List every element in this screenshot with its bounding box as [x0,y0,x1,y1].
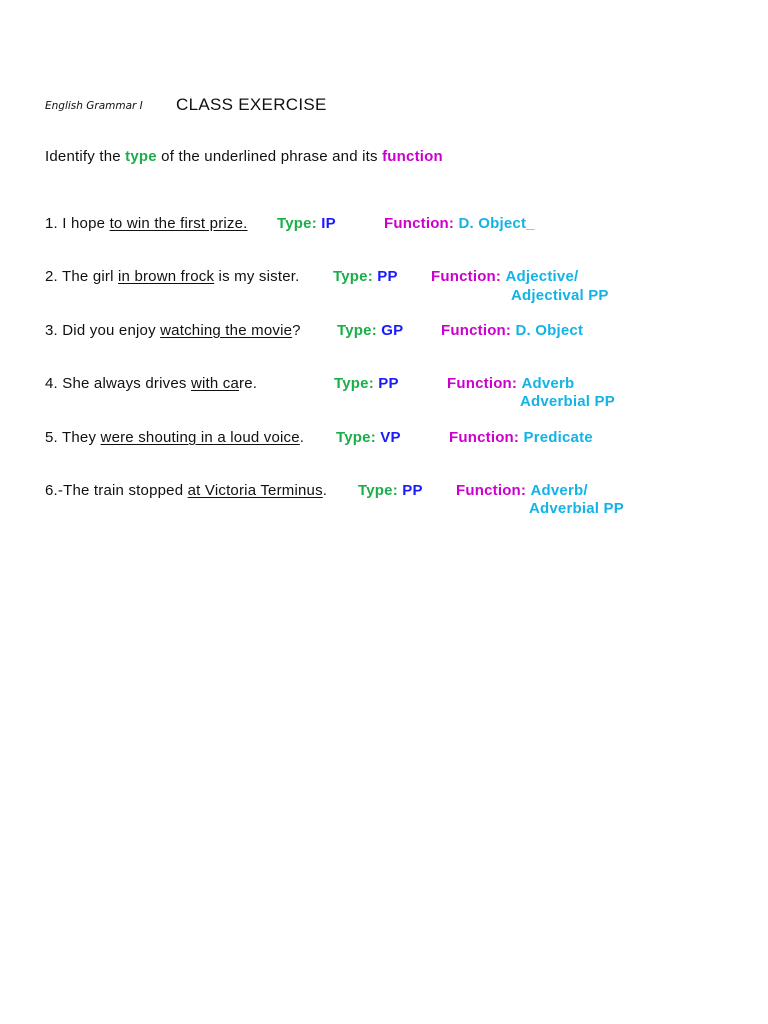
function-label: Function: [447,375,518,392]
question-text: 5. They [45,429,101,446]
question-1-sentence [45,215,248,232]
instruction-type-word: type [125,148,157,165]
function-label: Function: [441,322,512,339]
type-value: VP [380,429,401,446]
question-4-sentence [45,375,257,392]
function-value: D. Object_ [458,215,535,232]
underlined-phrase: with ca [190,375,240,392]
function-value: Predicate [523,429,593,446]
underlined-phrase: at Victoria Terminus [187,482,323,499]
function-label: Function: [456,482,527,499]
question-3-function [441,322,583,339]
instruction-function-word: function [382,148,443,165]
function-value: D. Object [515,322,584,339]
question-text: 1. I hope [45,215,110,232]
function-value: Adjective/ [505,268,579,285]
question-text-end: re. [239,375,258,392]
type-value: PP [402,482,423,499]
type-value: PP [377,268,398,285]
underlined-phrase: in brown frock [118,268,215,285]
question-4-type [334,375,399,392]
question-text-end: is my sister. [214,268,300,285]
type-label: Type: [336,429,376,446]
type-label: Type: [334,375,374,392]
underlined-phrase: were shouting in a loud voice [100,429,300,446]
function-label: Function: [449,429,520,446]
question-6-function-continued: Adverbial PP [529,500,624,517]
question-4-function-continued: Adverbial PP [520,393,615,410]
type-label: Type: [337,322,377,339]
type-label: Type: [277,215,317,232]
type-label: Type: [358,482,398,499]
question-text: 2. The girl [45,268,118,285]
question-6-function [456,482,588,499]
question-1-function [384,215,535,232]
instruction-prefix: Identify the [45,148,126,165]
instruction-middle: of the underlined phrase and its [156,148,383,165]
question-1-type [277,215,336,232]
type-value: IP [321,215,336,232]
question-3-type [337,322,403,339]
question-5-type [336,429,401,446]
question-text-end: ? [292,322,301,339]
question-2-function [431,268,578,285]
type-value: GP [381,322,404,339]
underlined-phrase: watching the movie [160,322,293,339]
question-text: 3. Did you enjoy [45,322,161,339]
question-6-type [358,482,423,499]
question-text-end: . [299,429,305,446]
question-2-type [333,268,398,285]
function-value: Adverb [521,375,575,392]
question-2-sentence [45,268,299,285]
course-name: English Grammar I [45,100,143,112]
page-title: CLASS EXERCISE [176,95,327,114]
question-3-sentence [45,322,301,339]
function-value: Adverb/ [530,482,588,499]
question-2-function-continued: Adjectival PP [511,287,609,304]
question-4-function [447,375,574,392]
question-5-function [449,429,593,446]
question-text: 6.-The train stopped [45,482,188,499]
instruction [45,148,443,165]
question-text-end: . [322,482,328,499]
type-value: PP [378,375,399,392]
function-label: Function: [431,268,502,285]
function-label: Function: [384,215,455,232]
question-5-sentence [45,429,304,446]
question-text: 4. She always drives [45,375,191,392]
type-label: Type: [333,268,373,285]
underlined-phrase: to win the first prize. [109,215,248,232]
question-6-sentence [45,482,327,499]
